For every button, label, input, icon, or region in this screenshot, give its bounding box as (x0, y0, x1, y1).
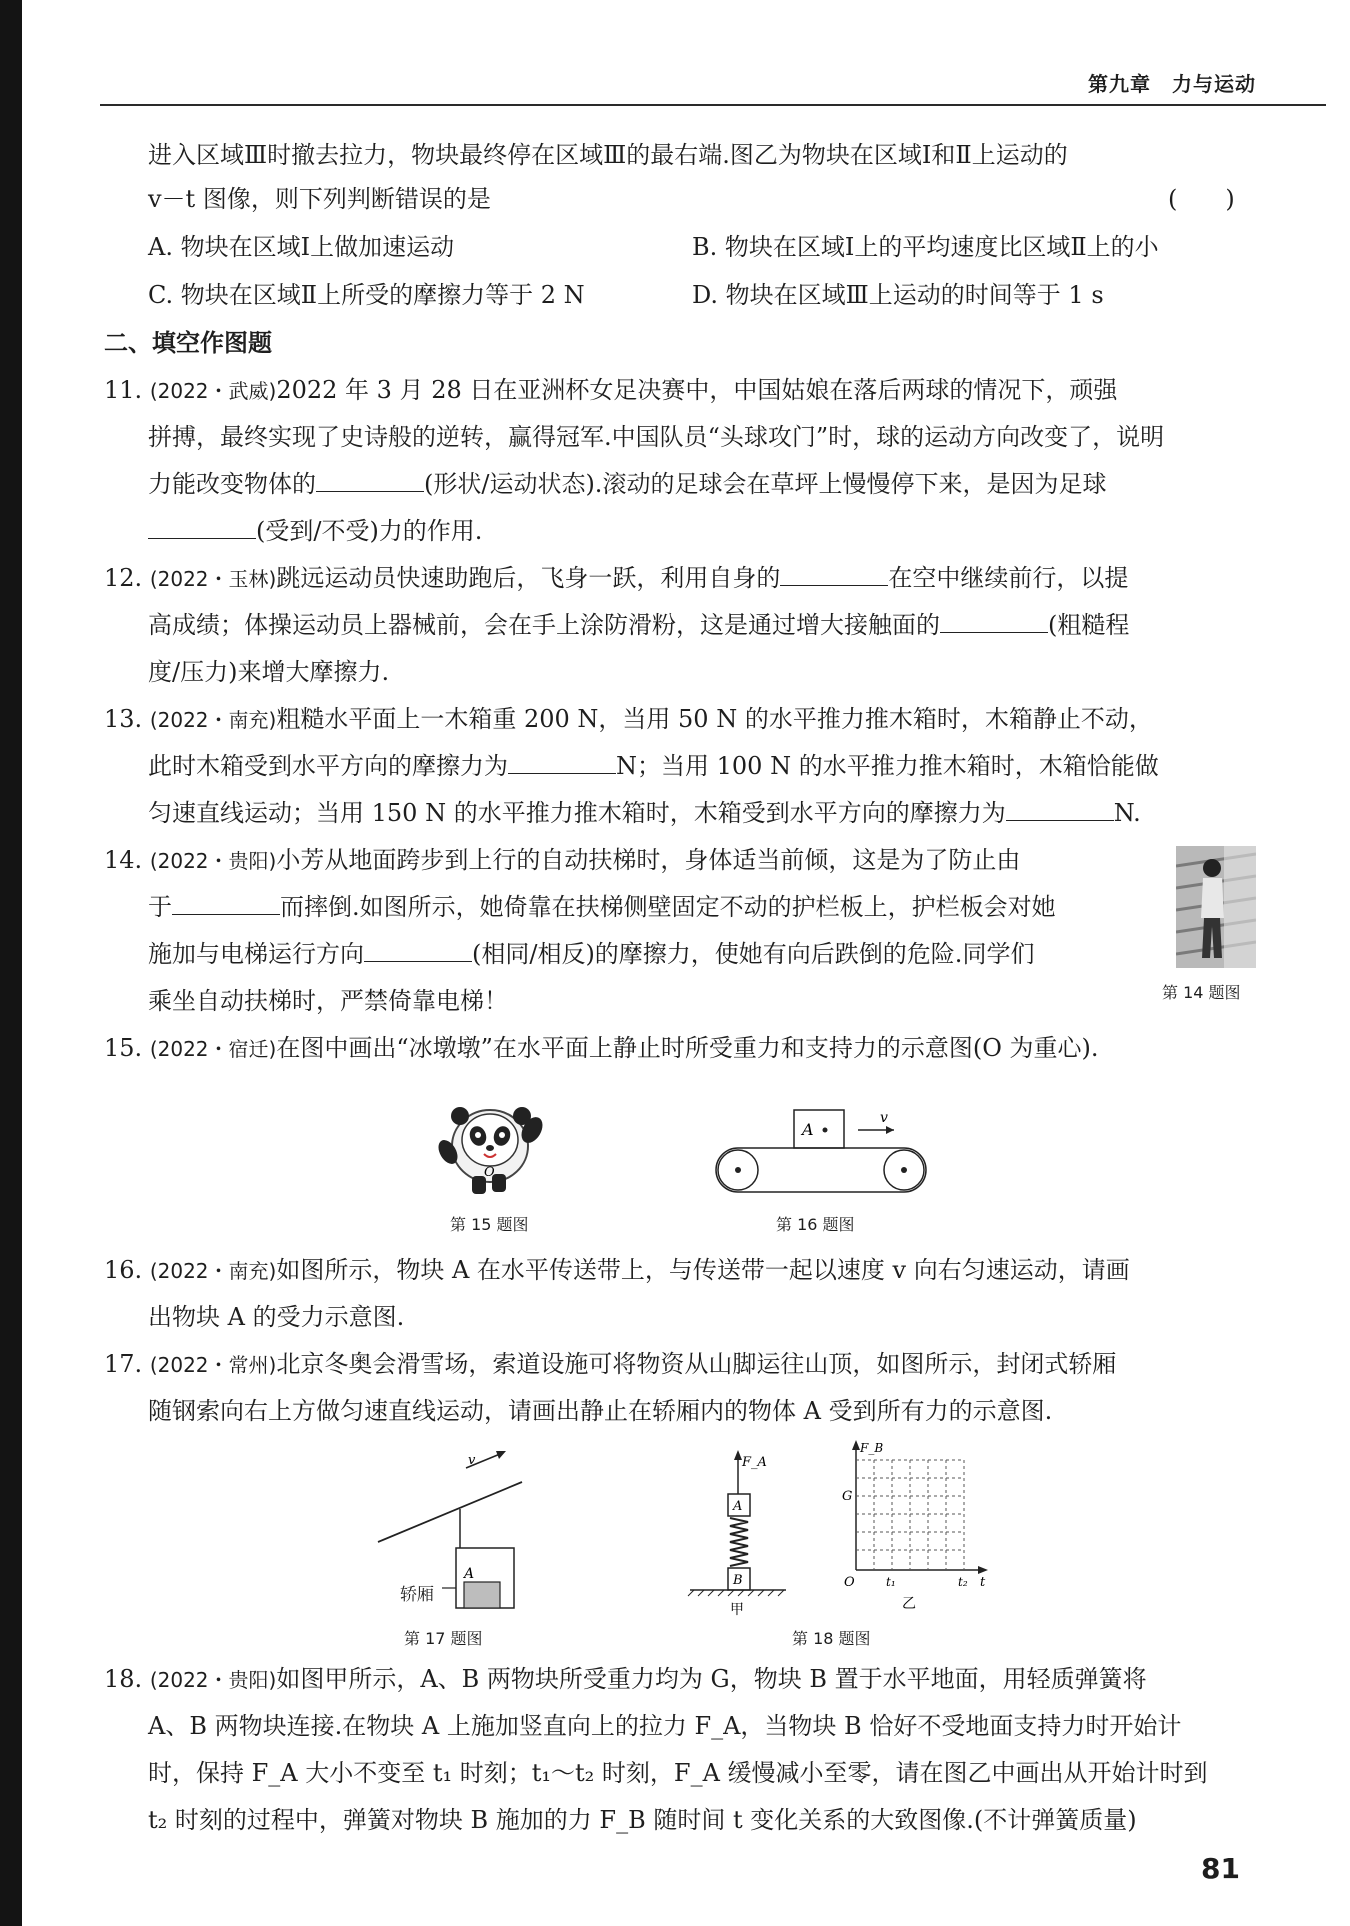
q16-label-a: A (802, 1120, 814, 1139)
q16-conveyor-figure (710, 1100, 930, 1210)
q11-line2: 拼搏，最终实现了史诗般的逆转，赢得冠军.中国队员“头球攻门”时，球的运动方向改变了，说明 (148, 423, 1165, 451)
q18-line3: 时，保持 F_A 大小不变至 t₁ 时刻；t₁～t₂ 时刻，F_A 缓慢减小至零，请在图乙中画出从开始计时到 (148, 1759, 1208, 1787)
q14-line1 (104, 843, 1020, 878)
q10-answer-paren: ( ) (1168, 185, 1235, 213)
q18-line4: t₂ 时刻的过程中，弹簧对物块 B 施加的力 F_B 随时间 t 变化关系的大致图像.(不计弹簧质量) (148, 1806, 1137, 1834)
q16-caption: 第 16 题图 (776, 1215, 855, 1234)
q18-line2: A、B 两物块连接.在物块 A 上施加竖直向上的拉力 F_A，当物块 B 恰好不受地面支持力时开始计 (148, 1712, 1182, 1740)
q18-label-b: B (733, 1573, 743, 1588)
q13-line1 (104, 702, 1153, 737)
q18-label-t2: t₂ (958, 1575, 968, 1589)
q16-number: 16. (104, 1256, 143, 1284)
q18-label-fa: F_A (742, 1455, 767, 1470)
q16-source: (2022・南充) (149, 1259, 277, 1283)
q17-cable-car-figure (370, 1446, 540, 1621)
q13-text2b: N；当用 100 N 的水平推力推木箱时，木箱恰能做 (616, 752, 1159, 780)
page-binding-edge (0, 0, 22, 1926)
q18-caption: 第 18 题图 (792, 1629, 871, 1648)
q14-escalator-photo (1176, 846, 1256, 968)
q17-line1 (104, 1347, 1116, 1382)
q14-caption: 第 14 题图 (1162, 983, 1241, 1002)
q12-line2 (148, 608, 1129, 642)
q14-number: 14. (104, 846, 143, 874)
q11-blank1[interactable] (316, 467, 424, 492)
q18-text1: 如图甲所示，A、B 两物块所受重力均为 G，物块 B 置于水平地面，用轻质弹簧将 (276, 1665, 1147, 1693)
q17-line2: 随钢索向右上方做匀速直线运动，请画出静止在轿厢内的物体 A 受到所有力的示意图. (148, 1397, 1053, 1425)
q14-line4: 乘坐自动扶梯时，严禁倚靠电梯！ (148, 987, 508, 1015)
q18-source: (2022・贵阳) (149, 1668, 277, 1692)
q12-blank1[interactable] (780, 561, 888, 586)
q11-source: (2022・武威) (149, 379, 277, 403)
q11-blank2[interactable] (148, 514, 256, 539)
q14-line2 (148, 890, 1056, 924)
q17-text1: 北京冬奥会滑雪场，索道设施可将物资从山脚运往山顶，如图所示，封闭式轿厢 (276, 1350, 1117, 1378)
q17-label-car: 轿厢 (400, 1585, 434, 1605)
q16-text1: 如图所示，物块 A 在水平传送带上，与传送带一起以速度 v 向右匀速运动，请画 (276, 1256, 1130, 1284)
q12-text2a: 高成绩；体操运动员上器械前，会在手上涂防滑粉，这是通过增大接触面的 (148, 611, 940, 639)
q17-cable (378, 1482, 522, 1542)
q15-number: 15. (104, 1034, 143, 1062)
q12-source: (2022・玉林) (149, 567, 277, 591)
q13-blank1[interactable] (508, 749, 616, 774)
q15-bing-dwen-dwen-figure (430, 1090, 560, 1200)
q15-line1 (104, 1031, 1099, 1066)
q13-blank2[interactable] (1006, 796, 1114, 821)
q11-text3b: (形状/运动状态).滚动的足球会在草坪上慢慢停下来，是因为足球 (424, 470, 1107, 498)
q18-label-o: O (844, 1575, 855, 1590)
q18-fig-jia-label: 甲 (730, 1602, 744, 1618)
q18-spring (730, 1518, 748, 1566)
q11-line3 (148, 467, 1106, 501)
q14-source: (2022・贵阳) (149, 849, 277, 873)
q11-number: 11. (104, 376, 143, 404)
q15-source: (2022・宿迁) (149, 1037, 277, 1061)
q17-label-a: A (464, 1566, 475, 1582)
q18-label-fb: F_B (860, 1441, 884, 1455)
q17-object-a (464, 1582, 500, 1608)
q18-label-t: t (980, 1575, 986, 1590)
q12-text2b: (粗糙程 (1048, 611, 1130, 639)
q13-text2a: 此时木箱受到水平方向的摩擦力为 (148, 752, 508, 780)
q12-line3: 度/压力)来增大摩擦力. (148, 658, 390, 686)
q12-number: 12. (104, 564, 143, 592)
q11-line1 (104, 373, 1117, 408)
q10-option-b: B. 物块在区域Ⅰ上的平均速度比区域Ⅱ上的小 (692, 233, 1159, 261)
q16-label-v: v (880, 1110, 888, 1126)
chapter-title: 第九章 力与运动 (1088, 72, 1256, 96)
q18-label-g: G (842, 1489, 853, 1504)
q12-text1a: 跳远运动员快速助跑后，飞身一跃，利用自身的 (276, 564, 781, 592)
q12-text1b: 在空中继续前行，以提 (888, 564, 1129, 592)
q14-text3b: (相同/相反)的摩擦力，使她有向后跌倒的危险.同学们 (472, 940, 1035, 968)
q14-text2a: 于 (148, 893, 172, 921)
q14-text1: 小芳从地面跨步到上行的自动扶梯时，身体适当前倾，这是为了防止由 (276, 846, 1021, 874)
q18-label-t1: t₁ (886, 1575, 896, 1589)
q16-line2: 出物块 A 的受力示意图. (148, 1303, 405, 1331)
q11-line4 (148, 514, 482, 548)
q10-option-d: D. 物块在区域Ⅲ上运动的时间等于 1 s (692, 281, 1104, 309)
q18-figure-jia (686, 1446, 796, 1621)
q14-blank2[interactable] (364, 937, 472, 962)
q11-text3a: 力能改变物体的 (148, 470, 316, 498)
q15-label-o: O (484, 1165, 495, 1180)
page-header (100, 60, 1326, 106)
q12-line1 (104, 561, 1128, 596)
q14-line3 (148, 937, 1034, 971)
q15-caption: 第 15 题图 (450, 1215, 529, 1234)
q13-line3 (148, 796, 1141, 830)
q13-line2 (148, 749, 1159, 783)
q14-text3a: 施加与电梯运行方向 (148, 940, 364, 968)
q17-caption: 第 17 题图 (404, 1629, 483, 1648)
q13-source: (2022・南充) (149, 708, 277, 732)
q17-number: 17. (104, 1350, 143, 1378)
q13-text3a: 匀速直线运动；当用 150 N 的水平推力推木箱时，木箱受到水平方向的摩擦力为 (148, 799, 1006, 827)
q13-number: 13. (104, 705, 143, 733)
q10-option-c: C. 物块在区域Ⅱ上所受的摩擦力等于 2 N (148, 281, 585, 309)
q11-text1: 2022 年 3 月 28 日在亚洲杯女足决赛中，中国姑娘在落后两球的情况下，顽强 (276, 376, 1118, 404)
q13-text1: 粗糙水平面上一木箱重 200 N，当用 50 N 的水平推力推木箱时，木箱静止不动， (276, 705, 1153, 733)
q10-line1: 进入区域Ⅲ时撤去拉力，物块最终停在区域Ⅲ的最右端.图乙为物块在区域Ⅰ和Ⅱ上运动的 (148, 141, 1068, 169)
q16-line1 (104, 1253, 1130, 1288)
q10-option-a: A. 物块在区域Ⅰ上做加速运动 (148, 233, 455, 261)
q18-figure-yi-grid (838, 1440, 998, 1615)
q17-source: (2022・常州) (149, 1353, 277, 1377)
q18-line1 (104, 1662, 1147, 1697)
q10-line2: v－t 图像，则下列判断错误的是 (148, 185, 491, 213)
q17-label-v: v (468, 1453, 476, 1468)
q14-blank1[interactable] (172, 890, 280, 915)
q18-number: 18. (104, 1665, 143, 1693)
q11-text4: (受到/不受)力的作用. (256, 517, 483, 545)
page-number: 81 (1201, 1852, 1240, 1885)
q14-text2b: 而摔倒.如图所示，她倚靠在扶梯侧壁固定不动的护栏板上，护栏板会对她 (280, 893, 1056, 921)
q13-text3b: N. (1113, 799, 1141, 827)
section-heading: 二、填空作图题 (104, 329, 272, 357)
q18-label-a: A (733, 1499, 743, 1514)
q12-blank2[interactable] (940, 608, 1048, 633)
q15-text1: 在图中画出“冰墩墩”在水平面上静止时所受重力和支持力的示意图(O 为重心). (276, 1034, 1099, 1062)
q18-fig-yi-label: 乙 (902, 1596, 916, 1612)
